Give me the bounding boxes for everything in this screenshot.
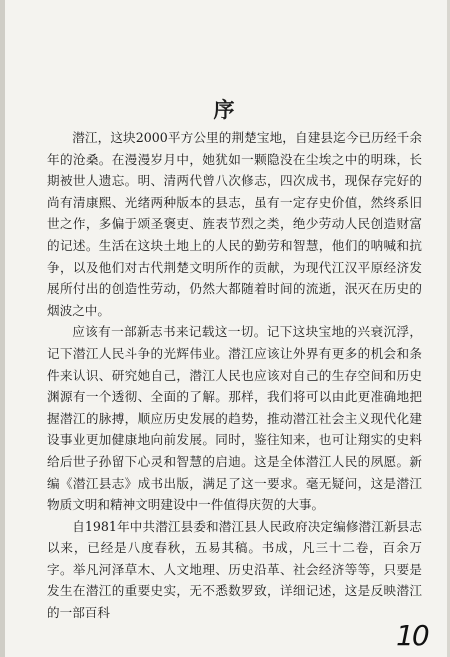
paragraph-1: 潜江，这块2000平方公里的荆楚宝地，自建县迄今已历经千余年的沧桑。在漫漫岁月中，她犹如一颗隐没在尘埃之中的明珠，长期被世人遗忘。明、清两代曾八次修志，四次成书，现保存完好的尚有清康熙、光绪两种版本的县志，虽有一定存史价值，然终系旧世之作，多偏于颂圣褒吏、旌表节烈之类，绝少劳动人民创造财富的记述。生活在这块土地上的人民的勤劳和智慧，他们的呐喊和抗争，以及他们对古代荆楚文明所作的贡献，为现代江汉平原经济发展所付出的创造性劳动，仍然大都随着时间的流逝，泯灭在历史的烟波之中。 [47,130,422,318]
page-title: 序 [213,97,237,122]
body-text [47,127,422,624]
paragraph-2: 应该有一部新志书来记载这一切。记下这块宝地的兴衰沉浮，记下潜江人民斗争的光辉伟业。潜江应该让外界有更多的机会和条件来认识、研究她自己，潜江人民也应该对自己的生存空间和历史渊源有一个透彻、全面的了解。那样，我们将可以由此更准确地把握潜江的脉搏，顺应历史发展的趋势，推动潜江社会主义现代化建设事业更加健康地向前发展。同时，鉴往知来，也可让翔实的史料给后世子孙留下心灵和智慧的启迪。这是全体潜江人民的夙愿。新编《潜江县志》成书出版，满足了这一要求。毫无疑问，这是潜江物质文明和精神文明建设中一件值得庆贺的大事。 [47,324,422,513]
paragraph-3: 自1981年中共潜江县委和潜江县人民政府决定编修潜江新县志以来，已经是八度春秋，五易其稿。书成，凡三十二卷，百余万字。举凡河泽草木、人文地理、历史沿革、社会经济等等，只要是发生在潜江的重要史实，无不悉数罗致，详细记述，这是反映潜江的一部百科 [47,518,422,621]
handwritten-page-number: 10 [396,619,428,652]
